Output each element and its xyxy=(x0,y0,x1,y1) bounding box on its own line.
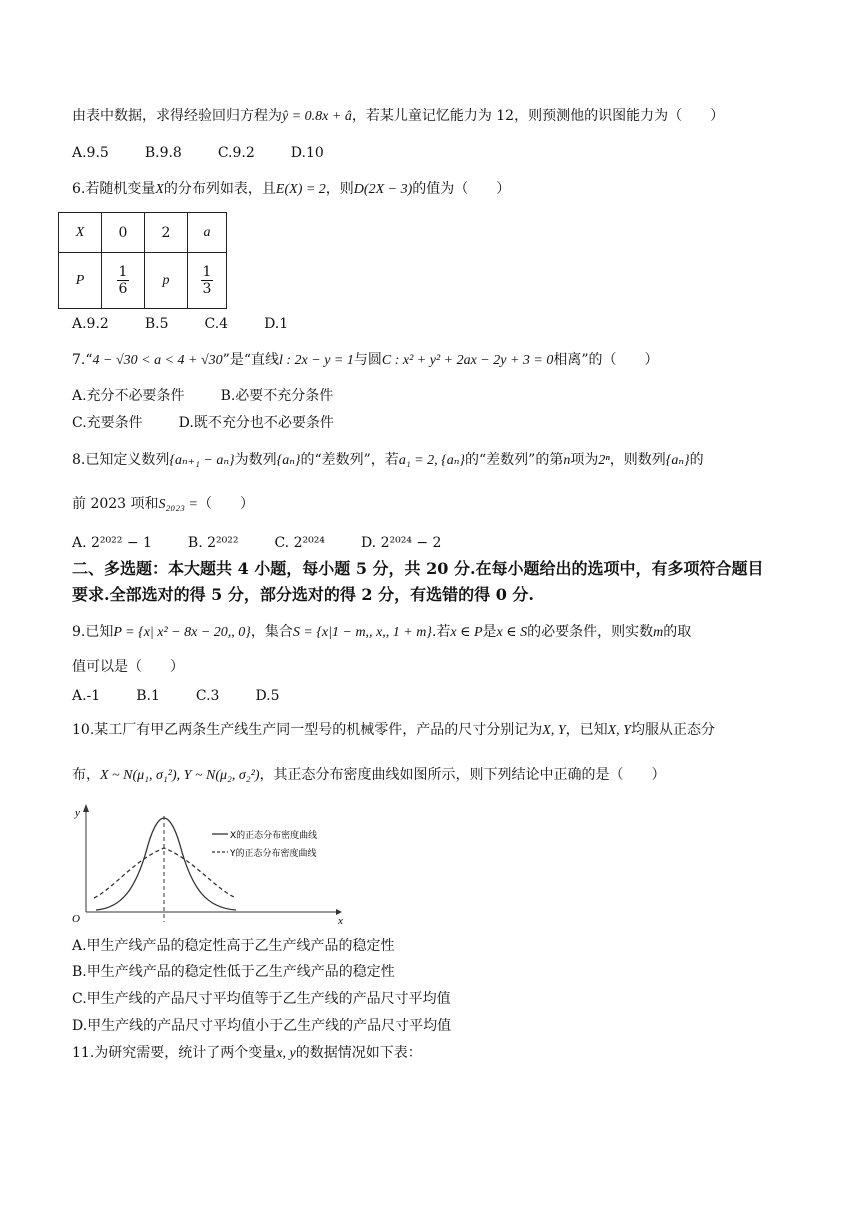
q10-distribution: X ~ N(μ₁, σ₁²), Y ~ N(μ₂, σ₂²) xyxy=(100,768,260,783)
q8-text-post: ，则数列 xyxy=(609,452,666,468)
q11-text-pre: 11.为研究需要，统计了两个变量 xyxy=(72,1045,277,1061)
q9-text-mid2: .若 xyxy=(431,624,451,640)
q6-var: X xyxy=(155,182,164,197)
q5-stem-tail xyxy=(72,106,724,127)
q8-option-a: A. 2²⁰²² − 1 xyxy=(72,535,152,551)
q7-text-mid2: 与圆 xyxy=(353,352,382,368)
q6-table-row-x xyxy=(59,213,227,253)
y-axis-label: y xyxy=(75,807,80,819)
q10-option-a: A.甲生产线产品的稳定性高于乙生产线产品的稳定性 xyxy=(72,938,395,954)
legend-y-label: Y的正态分布密度曲线 xyxy=(230,849,317,859)
q6-expression: D(2X − 3) xyxy=(353,182,413,197)
q11-vars: x, y xyxy=(276,1046,296,1061)
q7-text-mid: ”是“直线 xyxy=(222,352,279,368)
q8-option-b: B. 2²⁰²² xyxy=(187,535,239,551)
q6-text-pre: 6.若随机变量 xyxy=(72,181,156,197)
q8-stem-line1 xyxy=(72,450,704,471)
q9-stem-line1 xyxy=(72,622,691,643)
q6-p1-numerator: 1 xyxy=(118,264,128,280)
q10-stem-line1 xyxy=(72,720,715,741)
q5-regression-equation: ŷ = 0.8x + â xyxy=(282,109,352,124)
q8-text-end: 的 xyxy=(689,452,704,468)
q6-option-d: D.1 xyxy=(264,316,289,332)
q9-condition: x ∈ P xyxy=(450,625,483,640)
q7-option-a: A.充分不必要条件 xyxy=(72,388,185,404)
q6-cell-x0: 0 xyxy=(102,213,145,253)
q7-stem xyxy=(72,350,659,371)
q7-option-c: C.充要条件 xyxy=(72,415,143,431)
q9-text-mid4: 的必要条件，则实数 xyxy=(527,624,654,640)
q6-option-c: C.4 xyxy=(204,316,229,332)
q9-option-a: A.-1 xyxy=(72,688,101,704)
q7-text-pre: 7.“ xyxy=(72,352,93,368)
q6-cell-p3 xyxy=(188,253,227,309)
q7-option-d: D.既不充分也不必要条件 xyxy=(178,415,334,431)
q5-option-b: B.9.8 xyxy=(144,145,182,161)
q5-option-d: D.10 xyxy=(290,145,324,161)
q8-option-c: C. 2²⁰²⁴ xyxy=(274,535,325,551)
q10-text-pre: 10.某工厂有甲乙两条生产线生产同一型号的机械零件，产品的尺寸分别记为 xyxy=(72,722,543,738)
q6-text-mid: 的分布列如表，且 xyxy=(163,181,276,197)
q8-sequence: {aₙ} xyxy=(276,453,301,468)
q6-options xyxy=(72,314,324,334)
q7-line-equation: l : 2x − y = 1 xyxy=(279,353,354,368)
q8-diff-sequence: {aₙ₊₁ − aₙ} xyxy=(169,453,235,468)
q9-text-end: 的取 xyxy=(663,624,692,640)
q10-text-mid: ，已知 xyxy=(565,722,608,738)
q8-stem-line2 xyxy=(72,494,254,515)
q6-stem xyxy=(72,179,510,200)
q6-text-post: 的值为（ ） xyxy=(412,181,511,197)
q8-sum: S₂₀₂₃ = xyxy=(158,497,198,512)
q6-p3-numerator: 1 xyxy=(202,264,212,280)
q7-option-b: B.必要不充分条件 xyxy=(220,388,334,404)
legend-x-label: X的正态分布密度曲线 xyxy=(230,831,318,841)
q8-text-mid: 为数列 xyxy=(234,452,277,468)
q9-options xyxy=(72,686,316,706)
q9-condition-2: x ∈ S xyxy=(496,625,528,640)
q6-option-b: B.5 xyxy=(144,316,169,332)
q5-options xyxy=(72,143,360,163)
q9-text-mid: ，集合 xyxy=(250,624,293,640)
q5-option-c: C.9.2 xyxy=(217,145,255,161)
q6-cell-p-label: P xyxy=(59,253,102,309)
section2-heading-line1: 二、多选题：本大题共 4 小题，每小题 5 分，共 20 分.在每小题给出的选项中，有多项符合题目 xyxy=(72,559,764,578)
q10-text-end: 均服从正态分 xyxy=(630,722,715,738)
q10-line2-pre: 布， xyxy=(72,767,100,783)
origin-label: O xyxy=(72,913,80,925)
q10-option-b: B.甲生产线产品的稳定性低于乙生产线产品的稳定性 xyxy=(72,964,395,980)
q7-options-row1 xyxy=(72,386,369,406)
q11-text-post: 的数据情况如下表： xyxy=(295,1045,422,1061)
q10-option-c: C.甲生产线的产品尺寸平均值等于乙生产线的产品尺寸平均值 xyxy=(72,991,451,1007)
q6-distribution-table xyxy=(58,212,227,309)
q6-cell-p1 xyxy=(102,253,145,309)
q6-cell-xa: a xyxy=(188,213,227,253)
q8-n: n xyxy=(563,453,571,468)
q10-stem-line2 xyxy=(72,765,666,786)
q6-option-a: A.9.2 xyxy=(72,316,109,332)
q8-term: 2ⁿ xyxy=(598,453,610,468)
q9-stem-line2: 值可以是（ ） xyxy=(72,659,184,675)
q9-option-b: B.1 xyxy=(136,688,160,704)
q5-text-post: ，若某儿童记忆能力为 12，则预测他的识图能力为（ ） xyxy=(351,108,725,124)
q9-set-p: P = {x| x² − 8x − 20,, 0} xyxy=(113,625,251,640)
q8-option-d: D. 2²⁰²⁴ − 2 xyxy=(360,535,442,551)
q6-p3-denominator: 3 xyxy=(202,281,212,297)
q8-initial: a₁ = 2, {aₙ} xyxy=(398,453,465,468)
q8-text-mid3: 的“差数列”的第 xyxy=(465,452,564,468)
q8-line2-pre: 前 2023 项和 xyxy=(72,496,159,512)
q9-text-mid3: 是 xyxy=(482,624,497,640)
q6-condition: E(X) = 2 xyxy=(275,182,326,197)
q10-option-d: D.甲生产线的产品尺寸平均值小于乙生产线的产品尺寸平均值 xyxy=(72,1018,452,1034)
x-axis-label: x xyxy=(338,915,343,926)
q7-circle-equation: C : x² + y² + 2ax − 2y + 3 = 0 xyxy=(381,353,554,368)
q11-stem xyxy=(72,1043,422,1064)
q9-option-c: C.3 xyxy=(195,688,220,704)
q9-text-pre: 9.已知 xyxy=(72,624,114,640)
q6-p1-denominator: 6 xyxy=(118,281,128,297)
q9-m: m xyxy=(653,625,664,640)
q6-table-row-p xyxy=(59,253,227,309)
q10-vars: X, Y xyxy=(542,723,566,738)
q5-text-pre: 由表中数据，求得经验回归方程为 xyxy=(72,108,282,124)
q8-text-mid4: 项为 xyxy=(570,452,599,468)
section2-heading-line2: 要求.全部选对的得 5 分，部分选对的得 2 分，有选错的得 0 分. xyxy=(72,585,534,604)
q7-options-row2 xyxy=(72,413,370,433)
q5-option-a: A.9.5 xyxy=(72,145,109,161)
q6-cell-x-label: X xyxy=(59,213,102,253)
q10-normal-density-graph xyxy=(66,800,346,926)
q10-line2-post: ，其正态分布密度曲线如图所示，则下列结论中正确的是（ ） xyxy=(259,767,666,783)
q8-sequence-2: {aₙ} xyxy=(665,453,690,468)
q6-cell-x2: 2 xyxy=(145,213,188,253)
q8-text-mid2: 的“差数列”，若 xyxy=(300,452,399,468)
q8-text-pre: 8.已知定义数列 xyxy=(72,452,170,468)
q9-set-s: S = {x|1 − m,, x,, 1 + m} xyxy=(292,625,432,640)
q7-condition: 4 − √30 < a < 4 + √30 xyxy=(92,353,223,368)
q8-options xyxy=(72,533,477,553)
q9-option-d: D.5 xyxy=(255,688,280,704)
q6-text-mid2: ，则 xyxy=(325,181,354,197)
q10-vars-2: X, Y xyxy=(607,723,631,738)
q6-cell-p2: p xyxy=(145,253,188,309)
q8-line2-post: （ ） xyxy=(197,496,254,512)
q7-text-post: 相离”的（ ） xyxy=(553,352,659,368)
